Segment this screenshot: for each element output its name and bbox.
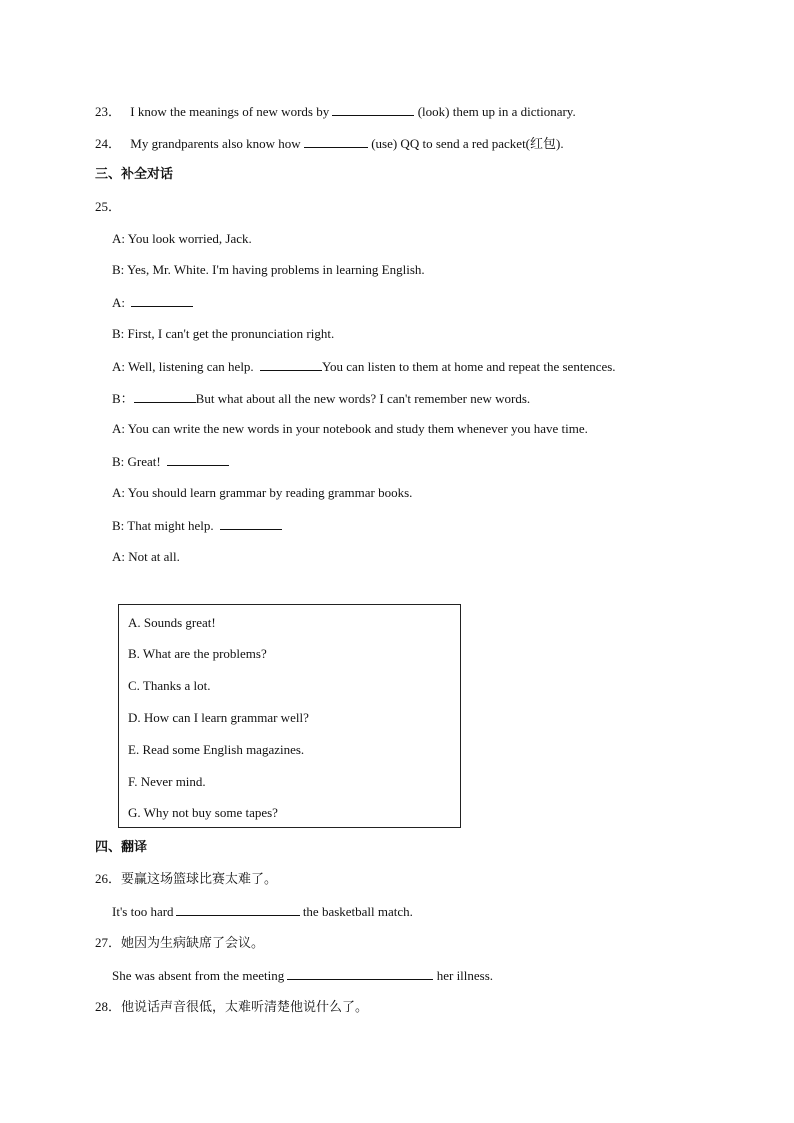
answer-blank[interactable]	[134, 390, 196, 403]
dialogue-line-11	[112, 549, 180, 565]
dialogue-text: A:	[112, 295, 125, 310]
answer-blank[interactable]	[332, 103, 414, 116]
question-27-answer	[112, 967, 493, 984]
dialogue-text: B: First, I can't get the pronunciation right.	[112, 326, 335, 341]
question-26	[95, 871, 277, 888]
dialogue-text: B: That might help.	[112, 518, 214, 533]
answer-blank[interactable]	[260, 358, 322, 371]
question-number: 26．	[95, 871, 122, 886]
option-c: C. Thanks a lot.	[128, 678, 211, 693]
question-23	[95, 103, 576, 120]
question-text-end: (look) them up in a dictionary.	[417, 104, 576, 119]
dialogue-line-8	[112, 453, 229, 470]
answer-text: She was absent from the meeting	[112, 968, 285, 983]
dialogue-text: A: Well, listening can help.	[112, 359, 254, 374]
option-f: F. Never mind.	[128, 774, 206, 789]
question-text: My grandparents also know how	[130, 136, 301, 151]
section-heading-translation: 四、翻译	[95, 840, 148, 855]
question-24	[95, 135, 564, 152]
answer-blank[interactable]	[287, 967, 433, 980]
dialogue-text: A: You look worried, Jack.	[112, 231, 252, 246]
question-28	[95, 999, 368, 1016]
answer-blank[interactable]	[131, 294, 193, 307]
question-number: 23．	[95, 104, 122, 119]
question-text: I know the meanings of new words by	[130, 104, 330, 119]
dialogue-line-1	[112, 231, 252, 247]
dialogue-text: A: You should learn grammar by reading grammar books.	[112, 485, 413, 500]
dialogue-line-10	[112, 517, 282, 534]
question-26-answer	[112, 903, 413, 920]
chinese-prompt: 要赢这场篮球比赛太难了。	[121, 872, 278, 887]
chinese-prompt: 他说话声音很低，太难听清楚他说什么了。	[121, 1000, 369, 1015]
dialogue-line-4	[112, 326, 334, 342]
dialogue-line-7	[112, 421, 588, 437]
answer-text-end: the basketball match.	[302, 904, 413, 919]
dialogue-line-2	[112, 262, 425, 278]
dialogue-text: B：	[112, 391, 134, 406]
dialogue-text-end: But what about all the new words? I can't remember new words.	[195, 391, 531, 406]
answer-text-end: her illness.	[436, 968, 494, 983]
option-e: E. Read some English magazines.	[128, 742, 305, 757]
dialogue-line-9	[112, 485, 412, 501]
question-25-number: 25．	[95, 199, 122, 214]
answer-blank[interactable]	[167, 453, 229, 466]
dialogue-line-6	[112, 390, 530, 407]
question-number: 24．	[95, 136, 122, 151]
question-text-end: (use) QQ to send a red packet(红包).	[371, 136, 564, 151]
chinese-prompt: 她因为生病缺席了会议。	[121, 936, 265, 951]
dialogue-line-3	[112, 294, 193, 311]
option-b: B. What are the problems?	[128, 646, 267, 661]
options-box	[118, 604, 461, 828]
option-d: D. How can I learn grammar well?	[128, 710, 309, 725]
dialogue-text: B: Great!	[112, 454, 161, 469]
question-27	[95, 935, 264, 952]
section-heading-dialogue: 三、补全对话	[95, 167, 174, 182]
question-number: 28．	[95, 999, 122, 1014]
answer-blank[interactable]	[220, 517, 282, 530]
dialogue-text-end: You can listen to them at home and repeat the sentences.	[321, 359, 616, 374]
dialogue-text: B: Yes, Mr. White. I'm having problems in learning English.	[112, 262, 425, 277]
question-number: 27．	[95, 935, 122, 950]
dialogue-line-5	[112, 358, 616, 375]
dialogue-text: A: You can write the new words in your notebook and study them whenever you have time.	[112, 421, 588, 436]
dialogue-text: A: Not at all.	[112, 549, 180, 564]
answer-blank[interactable]	[176, 903, 300, 916]
option-g: G. Why not buy some tapes?	[128, 805, 278, 820]
answer-text: It's too hard	[112, 904, 174, 919]
option-a: A. Sounds great!	[128, 615, 216, 630]
answer-blank[interactable]	[304, 135, 368, 148]
